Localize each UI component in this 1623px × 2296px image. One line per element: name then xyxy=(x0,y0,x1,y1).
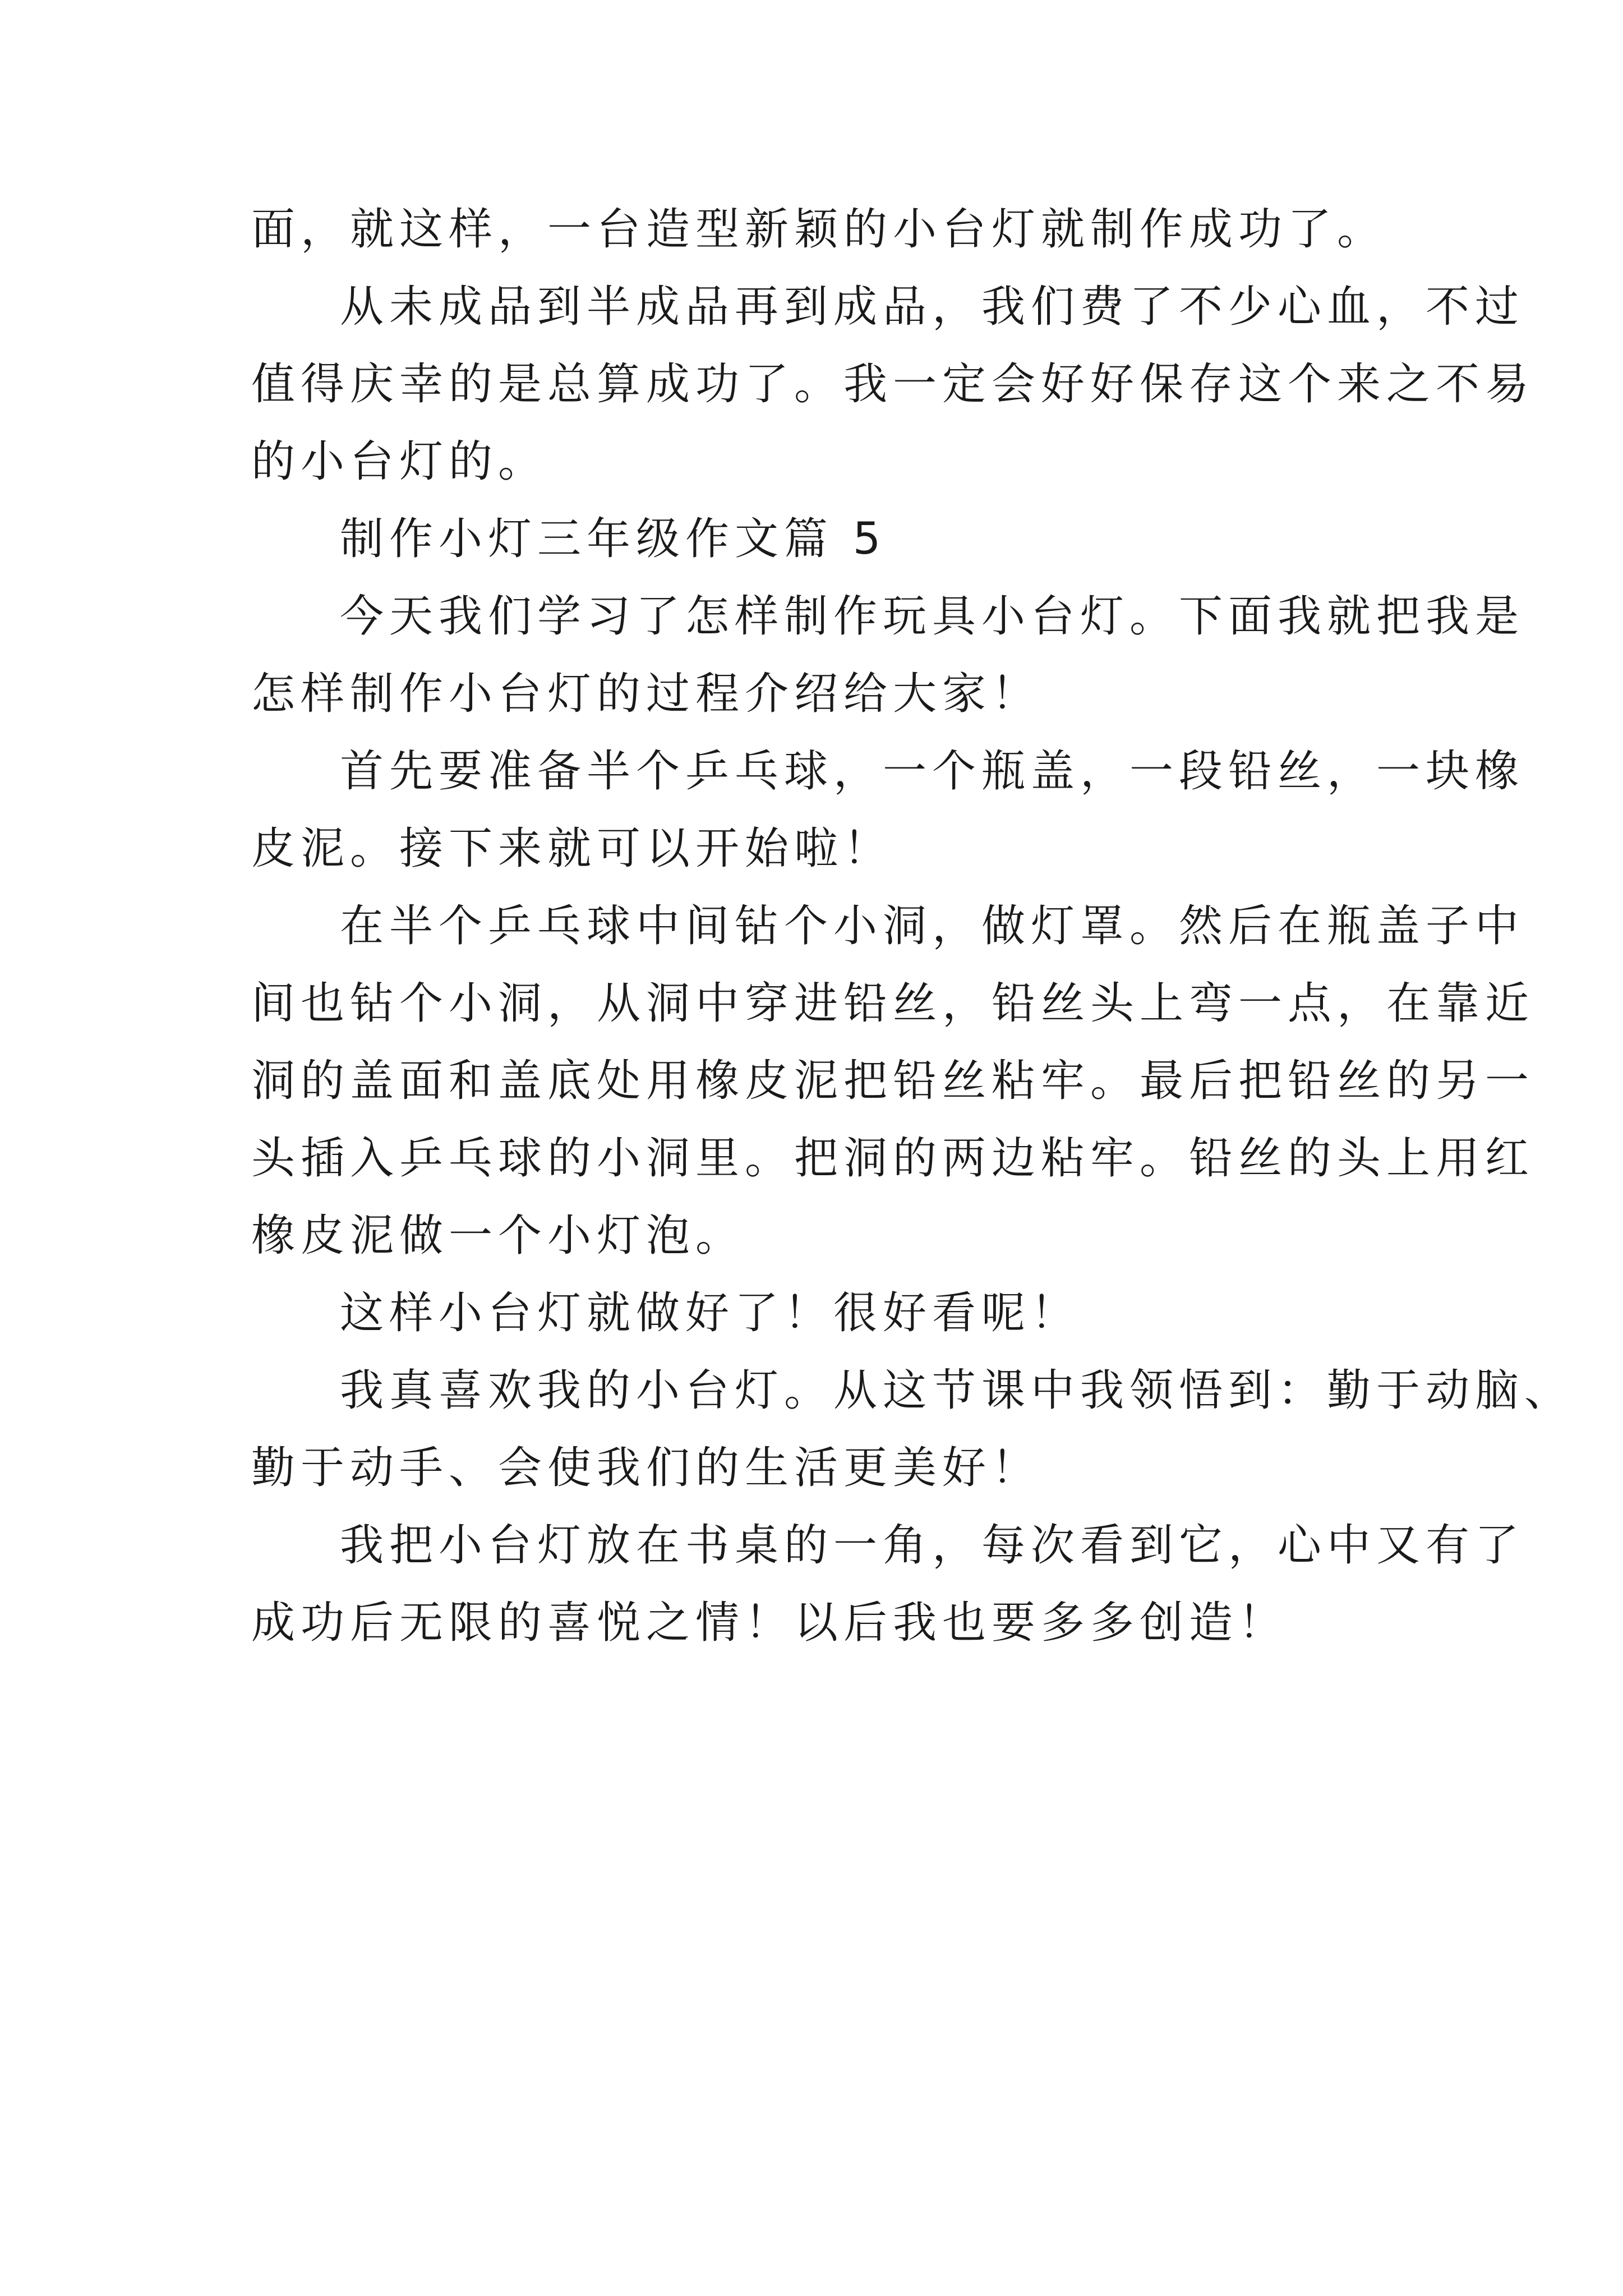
text-line: 洞的盖面和盖底处用橡皮泥把铅丝粘牢。最后把铅丝的另一 xyxy=(251,1056,1535,1106)
text-line: 橡皮泥做一个小灯泡。 xyxy=(251,1211,745,1261)
text-line: 面，就这样，一台造型新颖的小台灯就制作成功了。 xyxy=(251,204,1387,255)
text-line: 值得庆幸的是总算成功了。我一定会好好保存这个来之不易 xyxy=(251,359,1535,409)
text-line: 的小台灯的。 xyxy=(251,436,548,487)
paragraph-start: 这样小台灯就做好了！很好看呢！ xyxy=(340,1288,1081,1338)
paragraph-start: 首先要准备半个乒乓球，一个瓶盖，一段铅丝，一块橡 xyxy=(340,746,1525,797)
text-line: 怎样制作小台灯的过程介绍给大家！ xyxy=(251,669,1041,719)
paragraph-start: 在半个乒乓球中间钻个小洞，做灯罩。然后在瓶盖子中 xyxy=(340,901,1525,951)
paragraph-start: 今天我们学习了怎样制作玩具小台灯。下面我就把我是 xyxy=(340,591,1525,642)
text-line: 头插入乒乓球的小洞里。把洞的两边粘牢。铅丝的头上用红 xyxy=(251,1133,1535,1184)
paragraph-start: 我真喜欢我的小台灯。从这节课中我领悟到：勤于动脑、 xyxy=(340,1365,1574,1416)
text-line: 皮泥。接下来就可以开始啦！ xyxy=(251,823,893,874)
section-heading: 制作小灯三年级作文篇 5 xyxy=(340,514,887,564)
text-line: 间也钻个小洞，从洞中穿进铅丝，铅丝头上弯一点，在靠近 xyxy=(251,978,1535,1029)
paragraph-start: 我把小台灯放在书桌的一角，每次看到它，心中又有了 xyxy=(340,1520,1525,1571)
document-body xyxy=(251,191,1574,1662)
paragraph-start: 从未成品到半成品再到成品，我们费了不少心血，不过 xyxy=(340,282,1525,332)
text-line: 勤于动手、会使我们的生活更美好！ xyxy=(251,1443,1041,1493)
text-line: 成功后无限的喜悦之情！以后我也要多多创造！ xyxy=(251,1598,1288,1648)
